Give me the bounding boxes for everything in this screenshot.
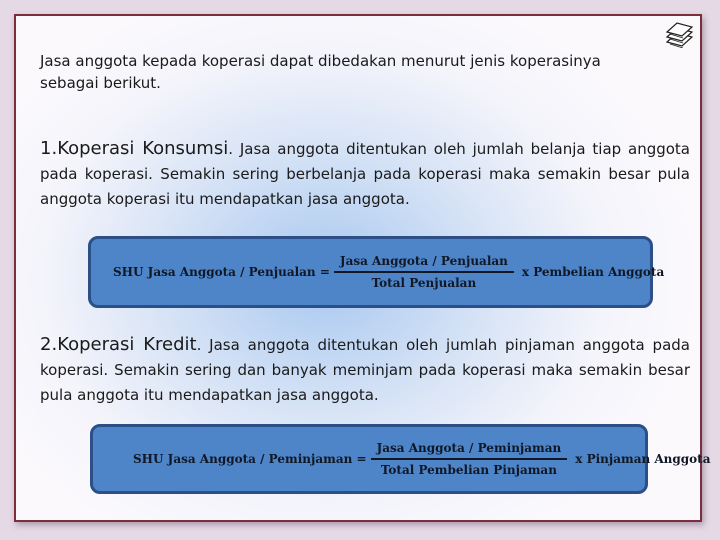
intro-line-2: sebagai berikut. [40, 74, 161, 92]
formula-lhs: SHU Jasa Anggota / Penjualan = [113, 265, 330, 279]
formula-fraction [334, 254, 514, 290]
section-koperasi-kredit [40, 332, 690, 408]
formula-fraction [371, 441, 568, 477]
section-body: . Jasa anggota ditentukan oleh jumlah pinjaman anggota pada koperasi. Semakin sering dan banyak meminjam pada koperasi maka semakin besar pula anggota itu mendapatkan jasa anggota. [40, 336, 690, 404]
formula-numerator: Jasa Anggota / Penjualan [339, 254, 508, 268]
formula-rhs: x Pembelian Anggota [521, 265, 665, 279]
section-title: Koperasi Kredit [57, 334, 197, 355]
section-number: 2. [40, 334, 58, 355]
formula-denominator: Total Pembelian Pinjaman [380, 463, 557, 477]
formula-shu-penjualan [88, 236, 665, 308]
book-stack-icon [664, 22, 694, 48]
formula-lhs: SHU Jasa Anggota / Peminjaman = [133, 452, 367, 466]
formula-rhs: x Pinjaman Anggota [575, 452, 711, 466]
section-body: . Jasa anggota ditentukan oleh jumlah belanja tiap anggota pada koperasi. Semakin sering berbelanja pada koperasi maka semakin besar pula anggota koperasi itu mendapatkan jasa anggota. [40, 140, 690, 208]
intro-line-1: Jasa anggota kepada koperasi dapat dibedakan menurut jenis koperasinya [40, 52, 601, 70]
section-koperasi-konsumsi [40, 136, 690, 212]
formula-numerator: Jasa Anggota / Peminjaman [376, 441, 562, 455]
formula-shu-peminjaman [90, 424, 711, 494]
intro-text [40, 50, 690, 94]
formula-denominator: Total Penjualan [371, 276, 477, 290]
section-number: 1. [40, 138, 58, 159]
section-title: Koperasi Konsumsi [57, 138, 229, 159]
